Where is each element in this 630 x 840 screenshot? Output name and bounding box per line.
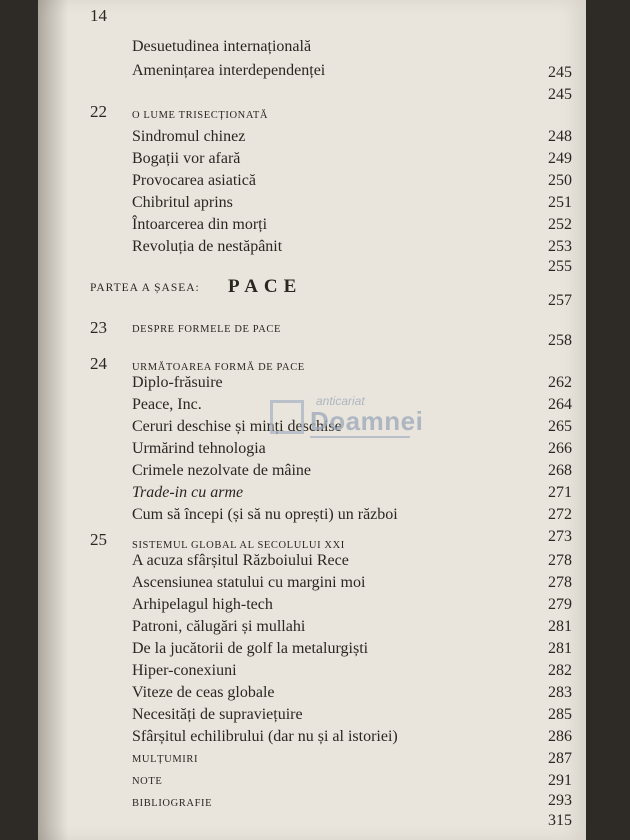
toc-entry: Revoluția de nestăpânit	[132, 238, 283, 255]
book-page	[38, 0, 586, 840]
chapter-title: URMĂTOAREA FORMĂ DE PACE	[132, 362, 305, 373]
chapter-title: DESPRE FORMELE DE PACE	[132, 324, 282, 335]
toc-entry: Sfârșitul echilibrului (dar nu și al istoriei)	[132, 728, 398, 745]
toc-page-number: 262	[548, 374, 572, 391]
back-matter-title: NOTE	[132, 776, 163, 787]
chapter-number: 23	[90, 318, 107, 337]
watermark-logo-icon	[270, 400, 304, 434]
toc-entry: Întoarcerea din morți	[132, 216, 268, 233]
toc-page-number: 281	[548, 618, 572, 635]
toc-entry: Diplo-frăsuire	[132, 374, 223, 391]
toc-entry: Crimele nezolvate de mâine	[132, 462, 312, 479]
toc-page-number: 286	[548, 728, 572, 745]
toc-entry: Peace, Inc.	[132, 396, 202, 413]
watermark-main-text: Doamnei	[310, 406, 424, 436]
toc-entry: Provocarea asiatică	[132, 172, 256, 189]
toc-entry: Bogații vor afară	[132, 150, 241, 167]
toc-entry: Urmărind tehnologia	[132, 440, 266, 457]
toc-page-number: 279	[548, 596, 572, 613]
toc-page-number: 245	[548, 64, 572, 81]
toc-entry: Sindromul chinez	[132, 128, 246, 145]
part-label: PARTEA A ȘASEA:	[90, 282, 200, 294]
toc-entry: Arhipelagul high-tech	[132, 596, 273, 613]
toc-page-number: 287	[548, 750, 572, 767]
toc-entry: Hiper-conexiuni	[132, 662, 237, 679]
toc-page-number: 251	[548, 194, 572, 211]
toc-page-number: 265	[548, 418, 572, 435]
part-title: PACE	[228, 276, 303, 297]
chapter-number: 22	[90, 102, 107, 121]
toc-page-number: 268	[548, 462, 572, 479]
toc-entry: A acuza sfârșitul Războiului Rece	[132, 552, 349, 569]
toc-entry: Ascensiunea statului cu margini moi	[132, 574, 366, 591]
toc-page-number: 285	[548, 706, 572, 723]
watermark-top-text: anticariat	[316, 394, 365, 408]
toc-entry: Cum să începi (și să nu oprești) un război	[132, 506, 398, 523]
toc-page-number: 258	[548, 332, 572, 349]
toc-page-number: 245	[548, 86, 572, 103]
toc-page-number: 281	[548, 640, 572, 657]
toc-page-number: 249	[548, 150, 572, 167]
chapter-number: 25	[90, 530, 107, 549]
toc-entry: Amenințarea interdependenței	[132, 62, 326, 79]
back-matter-title: BIBLIOGRAFIE	[132, 798, 213, 809]
top-marker: 14	[90, 6, 107, 25]
back-matter-title: MULȚUMIRI	[132, 754, 199, 765]
toc-page-number: 264	[548, 396, 572, 413]
toc-page-number: 248	[548, 128, 572, 145]
chapter-title: SISTEMUL GLOBAL AL SECOLULUI XXI	[132, 540, 345, 551]
toc-page-number: 250	[548, 172, 572, 189]
toc-entry: Chibritul aprins	[132, 194, 233, 211]
toc-page-number: 255	[548, 258, 572, 275]
page-fold-shadow	[38, 0, 68, 840]
toc-page-number: 282	[548, 662, 572, 679]
toc-entry: Trade-in cu arme	[132, 484, 244, 501]
toc-entry: Ceruri deschise și minți deschise	[132, 418, 342, 435]
watermark	[270, 394, 424, 442]
chapter-title: O LUME TRISECȚIONATĂ	[132, 110, 269, 121]
toc-entry: Desuetudinea internațională	[132, 38, 312, 55]
toc-page-number: 252	[548, 216, 572, 233]
toc-page-number: 272	[548, 506, 572, 523]
toc-page-number: 278	[548, 552, 572, 569]
toc-page-number: 293	[548, 792, 572, 809]
toc-entry: Patroni, călugări și mullahi	[132, 618, 306, 635]
toc-page-number: 253	[548, 238, 572, 255]
toc-page-number: 273	[548, 528, 572, 545]
toc-page-number: 257	[548, 292, 572, 309]
toc-page-number: 315	[548, 812, 572, 829]
toc-entry: Viteze de ceas globale	[132, 684, 275, 701]
toc-page-number: 291	[548, 772, 572, 789]
toc-page-number: 266	[548, 440, 572, 457]
toc-page-number: 271	[548, 484, 572, 501]
toc-entry: Necesități de supraviețuire	[132, 706, 303, 723]
toc-page-number: 283	[548, 684, 572, 701]
watermark-underline	[310, 436, 410, 438]
chapter-number: 24	[90, 354, 107, 373]
toc-page-number: 278	[548, 574, 572, 591]
toc-entry: De la jucătorii de golf la metalurgiști	[132, 640, 369, 657]
